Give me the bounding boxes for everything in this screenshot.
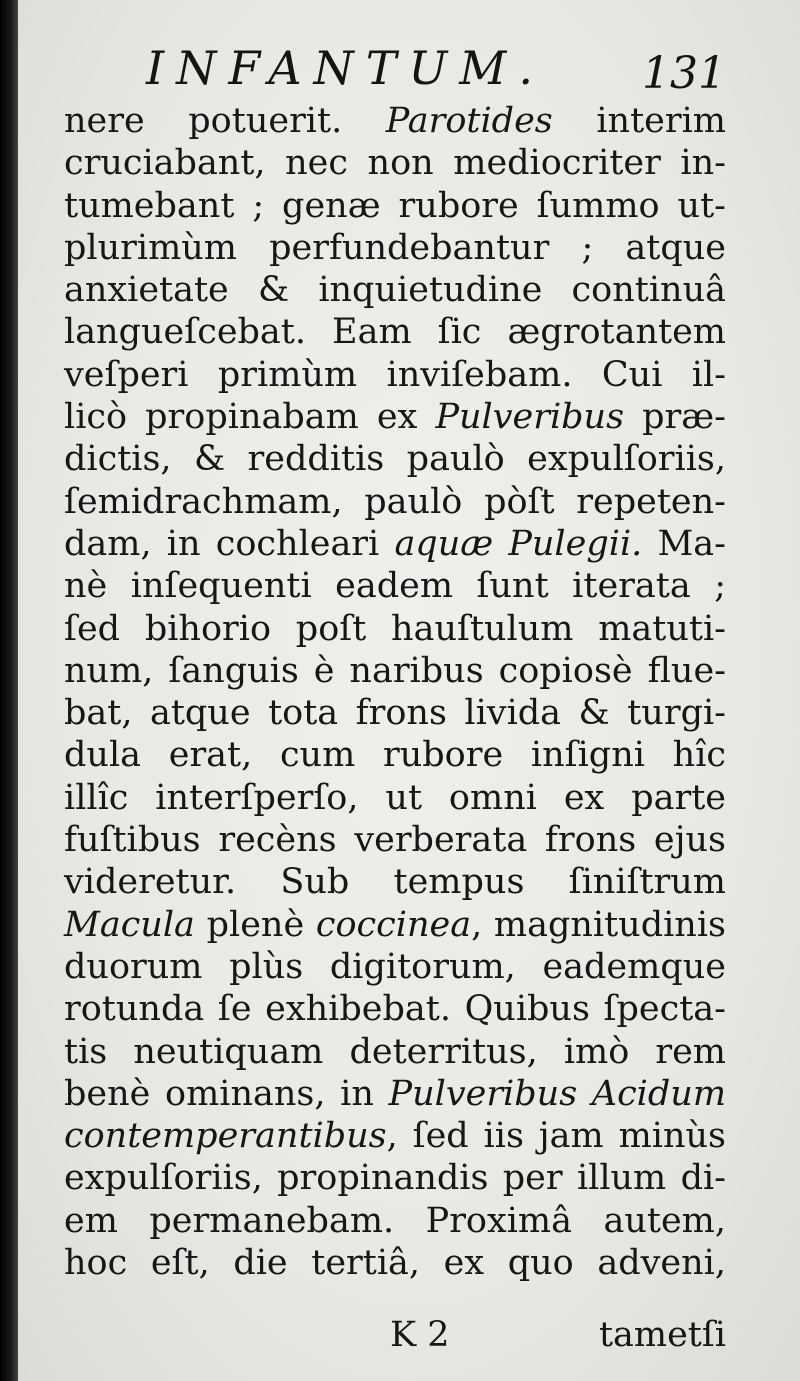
page-header xyxy=(146,38,746,98)
text-line xyxy=(64,650,726,692)
text-line xyxy=(64,819,726,861)
italic-segment: Pulveribus Acidum xyxy=(388,1073,727,1114)
italic-segment: Macula xyxy=(64,904,195,945)
text-line xyxy=(64,438,726,480)
text-line xyxy=(64,523,726,565)
text-segment: illîc interſperſo, ut omni ex parte xyxy=(64,777,726,818)
text-segment: benè ominans, in xyxy=(64,1073,389,1114)
text-line xyxy=(64,1115,726,1157)
page-footer xyxy=(64,1310,726,1360)
text-line xyxy=(64,1242,726,1284)
text-line xyxy=(64,100,726,142)
text-line xyxy=(64,269,726,311)
text-segment: plurimùm perfundebantur ; atque xyxy=(64,227,726,268)
text-line xyxy=(64,142,726,184)
text-segment: tumebant ; genæ rubore ſummo ut- xyxy=(64,185,726,226)
text-segment: hoc eſt, die tertiâ, ex quo adveni, xyxy=(64,1243,726,1284)
signature-mark: K 2 xyxy=(390,1315,450,1355)
italic-segment: contemperantibus xyxy=(64,1116,387,1157)
text-line xyxy=(64,227,726,269)
text-segment: præ- xyxy=(624,397,726,438)
text-line xyxy=(64,988,726,1030)
text-segment: ſed bihorio poſt hauſtulum matuti- xyxy=(64,608,726,649)
text-line xyxy=(64,565,726,607)
book-gutter xyxy=(0,0,18,1381)
text-segment: expulſoriis, propinandis per illum di- xyxy=(64,1158,726,1199)
italic-segment: coccinea xyxy=(315,904,472,945)
text-line xyxy=(64,1157,726,1199)
italic-segment: Pulveribus xyxy=(435,397,625,438)
text-line xyxy=(64,1200,726,1242)
text-line xyxy=(64,1031,726,1073)
book-page xyxy=(18,0,800,1381)
text-line xyxy=(64,396,726,438)
catchword: tametſi xyxy=(598,1315,726,1355)
body-text xyxy=(64,100,726,1284)
text-line xyxy=(64,861,726,903)
text-segment: , ſed iis jam minùs xyxy=(386,1116,726,1157)
page-number: 131 xyxy=(642,48,726,99)
text-segment: cruciabant, nec non mediocriter in- xyxy=(64,143,726,184)
text-line xyxy=(64,354,726,396)
text-line xyxy=(64,1073,726,1115)
text-segment: plenè xyxy=(194,904,316,945)
text-line xyxy=(64,608,726,650)
text-segment: langueſcebat. Eam ſic ægrotantem xyxy=(64,312,726,353)
text-segment: dam, in cochleari xyxy=(64,523,395,564)
text-segment: num, ſanguis è naribus copiosè flue- xyxy=(64,650,726,691)
italic-segment: aquæ Pulegii. xyxy=(394,523,643,564)
text-segment: em permanebam. Proximâ autem, xyxy=(64,1200,726,1241)
text-segment: nere potuerit. xyxy=(64,101,386,141)
italic-segment: Parotides xyxy=(385,101,553,141)
text-segment: anxietate & inquietudine continuâ xyxy=(64,270,726,311)
text-segment: tis neutiquam deterritus, imò rem xyxy=(64,1031,726,1072)
text-line xyxy=(64,481,726,523)
text-segment: licò propinabam ex xyxy=(64,397,436,438)
text-segment: fuſtibus recèns verberata frons ejus xyxy=(64,820,726,861)
text-segment: nè inſequenti eadem ſunt iterata ; xyxy=(64,566,726,607)
text-line xyxy=(64,777,726,819)
text-segment: Ma- xyxy=(642,523,726,564)
text-line xyxy=(64,904,726,946)
text-segment: rotunda ſe exhibebat. Quibus ſpecta- xyxy=(64,989,726,1030)
text-segment: duorum plùs digitorum, eademque xyxy=(64,946,726,987)
text-segment: ſemidrachmam, paulò pòſt repeten- xyxy=(64,481,726,522)
text-segment: videretur. Sub tempus ſiniſtrum xyxy=(64,862,726,903)
text-line xyxy=(64,734,726,776)
text-segment: dula erat, cum rubore inſigni hîc xyxy=(64,735,726,776)
text-segment: interim xyxy=(552,101,726,141)
text-line xyxy=(64,946,726,988)
text-segment: bat, atque tota frons livida & turgi- xyxy=(64,693,726,734)
text-segment: dictis, & redditis paulò expulſoriis, xyxy=(64,439,726,480)
running-head: INFANTUM. xyxy=(146,41,545,95)
text-line xyxy=(64,692,726,734)
text-segment: veſperi primùm inviſebam. Cui il- xyxy=(64,354,726,395)
text-line xyxy=(64,185,726,227)
text-line xyxy=(64,311,726,353)
text-segment: , magnitudinis xyxy=(471,904,726,945)
